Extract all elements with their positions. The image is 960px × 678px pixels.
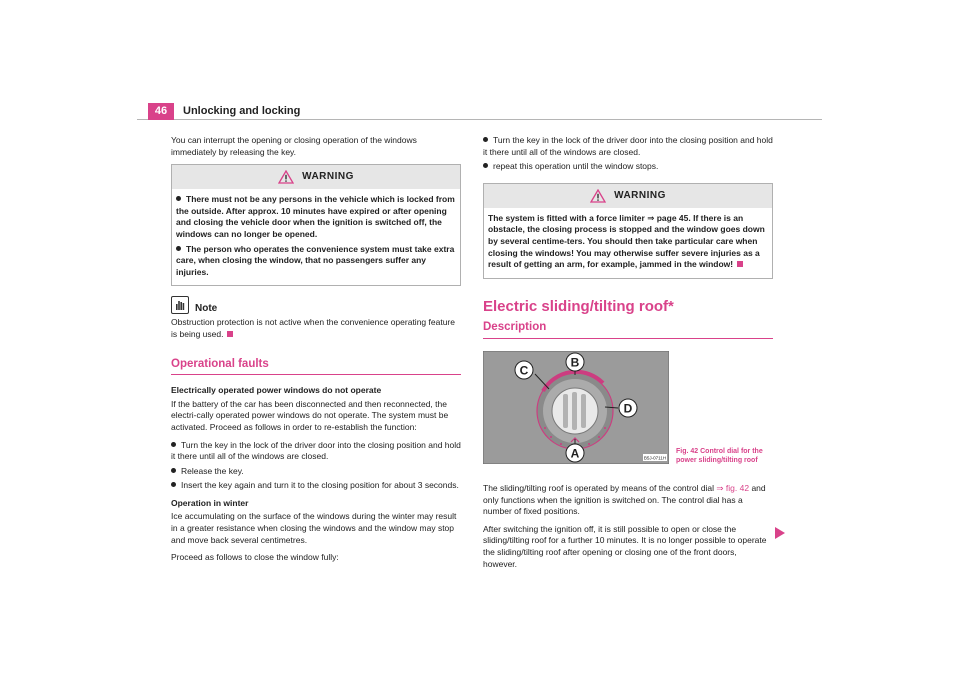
figure-label-c: C (519, 363, 529, 378)
warning-body (484, 208, 772, 278)
xref-arrow: ⇒ (647, 212, 655, 223)
note-text: Obstruction protection is not active when the convenience operating feature is being used. (171, 317, 455, 339)
control-dial-figure (483, 351, 669, 464)
warning-box-2 (483, 183, 773, 279)
step-bullet: Turn the key in the lock of the driver door into the closing position and hold it there until all of the windows are closed. (483, 135, 773, 157)
right-column (483, 135, 773, 576)
bullet-icon (171, 442, 176, 447)
figure-label-b: B (570, 355, 580, 370)
figure-reference-link[interactable]: ⇒ fig. 42 (716, 482, 750, 493)
subheading-winter: Operation in winter (171, 497, 249, 508)
description-paragraph-2: After switching the ignition off, it is still possible to open or close the sliding/tilting roof for a further 10 minutes. It is no longer possible to operate the sliding/tilting roof after opening or closing one of the front doors, however. (483, 523, 767, 569)
bullet-icon (171, 468, 176, 473)
note-title: Note (195, 302, 218, 314)
section-title-sliding-roof: Electric sliding/tilting roof* (483, 297, 674, 315)
figure-caption: Fig. 42 Control dial for the power sliding/tilting roof (676, 447, 763, 464)
warning-title: WARNING (302, 171, 354, 183)
warning-box-1 (171, 164, 461, 286)
left-column (171, 135, 461, 570)
winter-proceed: Proceed as follows to close the window fully: (171, 552, 339, 563)
warning-body (172, 189, 460, 285)
running-head: Unlocking and locking (183, 105, 301, 117)
step-bullet: Turn the key in the lock of the driver door into the closing position and hold it there until all of the windows are closed. (171, 439, 461, 462)
bullet-icon (176, 246, 181, 251)
warning-header (484, 184, 772, 208)
subheading-power-windows: Electrically operated power windows do not operate (171, 385, 382, 396)
bullet-icon (176, 196, 181, 201)
bullet-icon (483, 137, 488, 142)
winter-paragraph: Ice accumulating on the surface of the windows during the winter may result in a greater resistance when closing the windows and the window may stop and move back several centimetres. (171, 511, 457, 545)
figure-code: B5J-0711H (643, 455, 667, 461)
note-header (171, 296, 461, 314)
step-bullet: Insert the key again and turn it to the closing position for about 3 seconds. (171, 480, 461, 492)
page-number: 46 (148, 103, 174, 120)
figure-label-a: A (570, 446, 580, 461)
warning-bullet: There must not be any persons in the vehicle which is locked from the outside. After approx. 10 minutes have expired or after opening and closing the vehicle door when the ignition is switched off, the windows can no longer be opened. (176, 194, 455, 239)
description-paragraph-1: The sliding/tilting roof is operated by means of the control dial ⇒ fig. 42 and only functions when the ignition is switched on. The control dial has a number of fixed positions. (483, 482, 766, 517)
note-hand-icon (171, 296, 189, 314)
step-bullet: repeat this operation until the window stops. (483, 161, 773, 173)
power-windows-paragraph: If the battery of the car has been disconnected and then reconnected, the electri-cally operated power windows do not operate. The system must be activated. Proceed as follows in order to re-establish the function: (171, 398, 449, 432)
bullet-icon (483, 163, 488, 168)
warning-title: WARNING (614, 189, 666, 201)
subsection-title-description: Description (483, 322, 773, 339)
warning-text: The system is fitted with a force limiter ⇒ page 45. If there is an obstacle, the closing process is stopped and the window goes down by several centime-ters. You should then take particular care when closing the windows! You may otherwise suffer severe injuries as a result of getting an arm, for example, jammed in the window! (488, 212, 765, 270)
section-end-icon (227, 331, 233, 337)
figure-42 (483, 351, 773, 469)
section-title-operational-faults: Operational faults (171, 359, 461, 376)
warning-triangle-icon (278, 170, 294, 184)
section-end-icon (737, 261, 743, 267)
warning-triangle-icon (590, 189, 606, 203)
next-page-arrow-icon[interactable] (775, 527, 785, 539)
warning-bullet: The person who operates the convenience system must take extra care, when closing the window, that no passengers suffer any injuries. (176, 243, 455, 277)
warning-header (172, 165, 460, 189)
bullet-icon (171, 482, 176, 487)
figure-label-d: D (623, 401, 633, 416)
header-rule (137, 119, 822, 120)
intro-paragraph: You can interrupt the opening or closing operation of the windows immediately by releasing the key. (171, 135, 417, 157)
step-bullet: Release the key. (171, 466, 461, 478)
